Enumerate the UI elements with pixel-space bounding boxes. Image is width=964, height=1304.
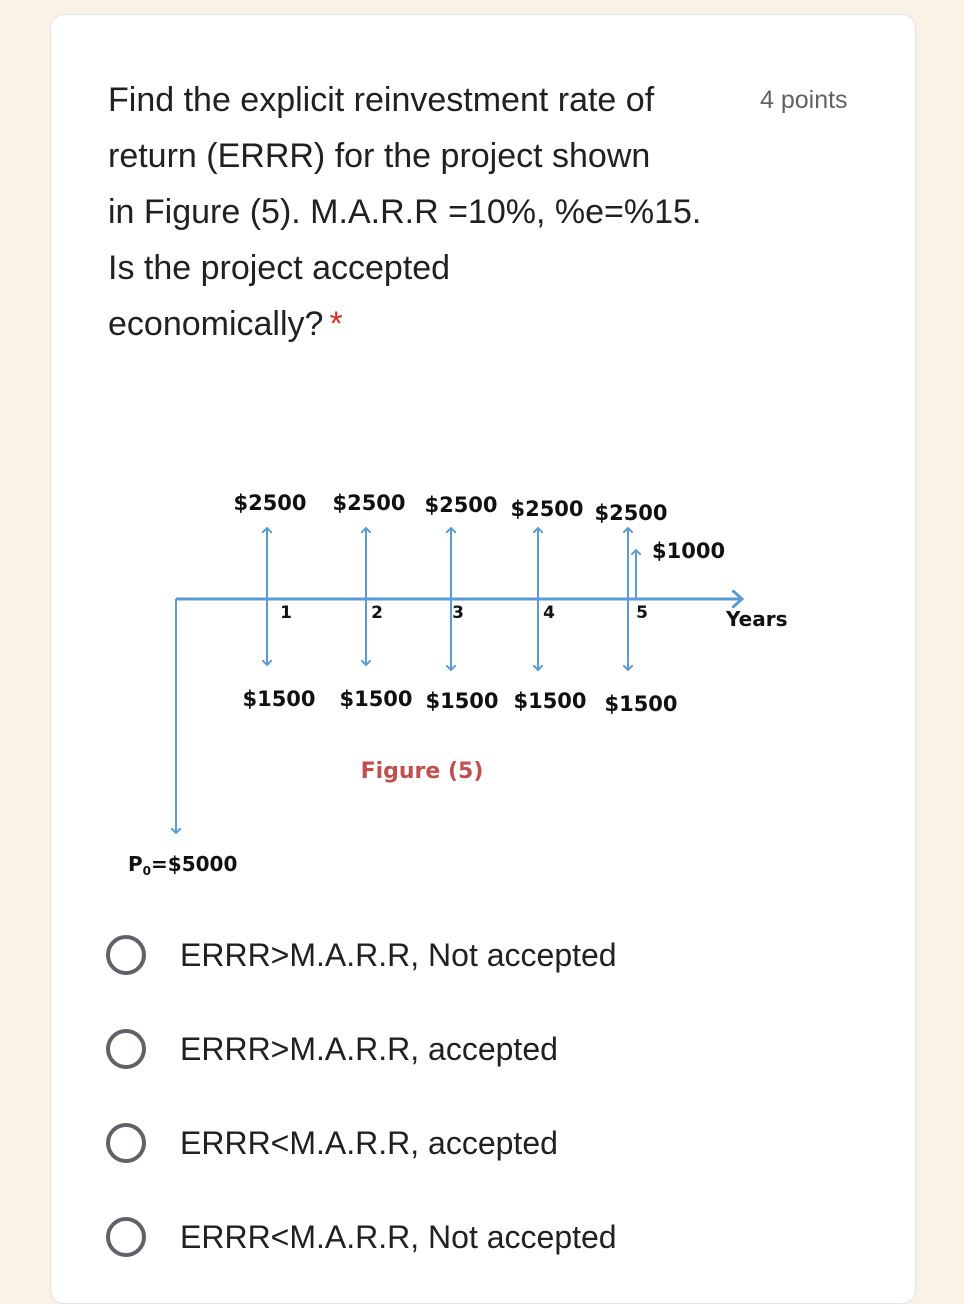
year-label: 1 — [280, 603, 292, 623]
outflow-label: $1500 — [339, 687, 413, 711]
initial-investment-label — [128, 852, 237, 878]
question-line: Is the project accepted — [108, 249, 451, 287]
inflow-label: $2500 — [424, 493, 498, 517]
option-label: ERRR>M.A.R.R, accepted — [180, 1030, 558, 1067]
year-label: 3 — [452, 603, 464, 623]
axis-label-years: Years — [726, 607, 788, 631]
question-line-text: economically? — [108, 305, 324, 343]
outflow-label: $1500 — [425, 689, 499, 713]
initial-label-prefix: P — [128, 852, 143, 876]
salvage-label: $1000 — [652, 539, 726, 563]
radio-button[interactable] — [106, 1029, 146, 1069]
inflow-label: $2500 — [594, 501, 668, 525]
inflow-label: $2500 — [332, 491, 406, 515]
answer-option-4[interactable] — [106, 1212, 806, 1262]
outflow-label: $1500 — [242, 687, 316, 711]
required-asterisk: * — [329, 305, 343, 343]
inflow-label: $2500 — [233, 491, 307, 515]
question-line: in Figure (5). M.A.R.R =10%, %e=%15. — [108, 193, 702, 231]
option-label: ERRR>M.A.R.R, Not accepted — [180, 936, 617, 973]
question-line: return (ERRR) for the project shown — [108, 137, 651, 175]
answer-option-1[interactable] — [106, 930, 806, 980]
outflow-label: $1500 — [604, 692, 678, 716]
year-label: 4 — [543, 603, 555, 623]
radio-button[interactable] — [106, 1123, 146, 1163]
radio-button[interactable] — [106, 1217, 146, 1257]
year-label: 2 — [371, 603, 383, 623]
initial-label-suffix: =$5000 — [151, 852, 238, 876]
inflow-label: $2500 — [510, 497, 584, 521]
answer-option-3[interactable] — [106, 1118, 806, 1168]
question-line: Find the explicit reinvestment rate of — [108, 81, 655, 119]
answer-option-2[interactable] — [106, 1024, 806, 1074]
initial-label-subscript: 0 — [142, 864, 152, 878]
points-label: 4 points — [760, 86, 848, 114]
outflow-label: $1500 — [513, 689, 587, 713]
radio-button[interactable] — [106, 935, 146, 975]
figure-caption: Figure (5) — [360, 759, 484, 784]
option-label: ERRR<M.A.R.R, Not accepted — [180, 1218, 617, 1255]
option-label: ERRR<M.A.R.R, accepted — [180, 1124, 558, 1161]
year-label: 5 — [636, 603, 648, 623]
